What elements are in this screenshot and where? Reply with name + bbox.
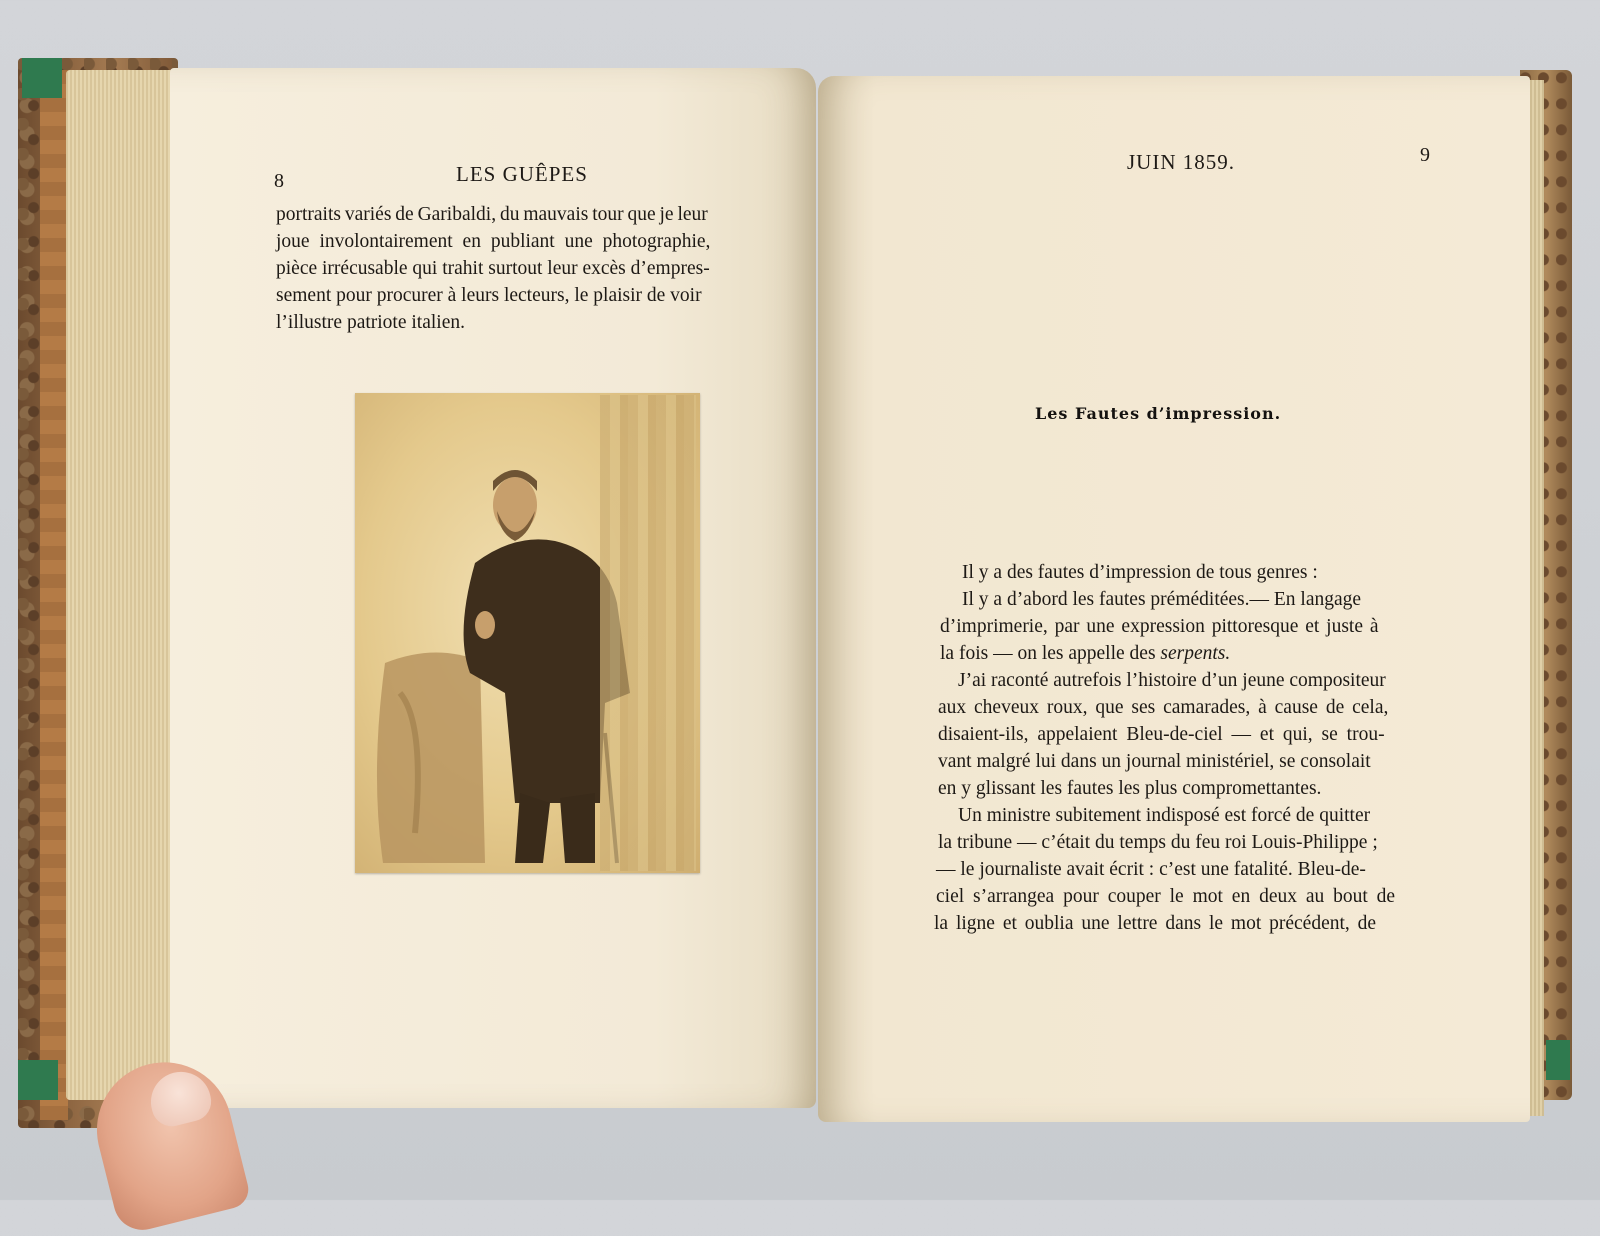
left-text-line: l’illustre patriote italien. — [276, 312, 465, 333]
left-text-line: joue involontairement en publiant une photographie, — [276, 231, 711, 252]
right-text-line: — le journaliste avait écrit : c’est une fatalité. Bleu-de- — [936, 859, 1366, 880]
right-text-line: la tribune — c’était du temps du feu roi Louis-Philippe ; — [938, 832, 1378, 853]
right-text-line: la ligne et oublia une lettre dans le mot précédent, de — [934, 913, 1377, 934]
left-text-line: pièce irrécusable qui trahit surtout leur excès d’empres- — [276, 258, 710, 279]
section-heading: Les Fautes d’impression. — [1035, 404, 1282, 423]
right-text-line: en y glissant les fautes les plus compromettantes. — [938, 778, 1322, 799]
cover-corner-top-left — [22, 58, 62, 98]
right-page-number: 9 — [1420, 144, 1430, 166]
right-text-line-start: la fois — on les appelle des — [940, 643, 1156, 664]
cover-corner-bottom-left — [18, 1060, 58, 1100]
page-block-left — [66, 70, 178, 1100]
right-text-line: disaient-ils, appelaient Bleu-de-ciel — et qui, se trou- — [938, 724, 1385, 745]
right-text-line: vant malgré lui dans un journal ministériel, se consolait — [938, 751, 1371, 772]
left-text-line: portraits variés de Garibaldi, du mauvais tour que je leur — [276, 204, 708, 225]
right-text-line: d’imprimerie, par une expression pittoresque et juste à — [940, 616, 1379, 637]
book-spine-edge — [40, 70, 68, 1120]
left-page-number: 8 — [274, 170, 284, 192]
right-text-line: Il y a d’abord les fautes préméditées.— En langage — [962, 589, 1362, 610]
right-text-line: aux cheveux roux, que ses camarades, à cause de cela, — [938, 697, 1389, 718]
right-text-line: Il y a des fautes d’impression de tous genres : — [962, 562, 1318, 583]
photo-curtain — [600, 395, 696, 871]
italic-word-serpents: serpents. — [1160, 643, 1231, 664]
right-text-line: ciel s’arrangea pour couper le mot en deux au bout de — [936, 886, 1396, 907]
right-text-line: J’ai raconté autrefois l’histoire d’un jeune compositeur — [958, 670, 1386, 691]
right-text-line: Un ministre subitement indisposé est forcé de quitter — [958, 805, 1371, 826]
cover-corner-bottom-right — [1546, 1040, 1570, 1080]
right-text-line — [940, 641, 1230, 667]
left-text-line: sement pour procurer à leurs lecteurs, le plaisir de voir — [276, 285, 702, 306]
left-running-head: LES GUÊPES — [456, 162, 588, 186]
right-running-head: JUIN 1859. — [1127, 150, 1235, 174]
